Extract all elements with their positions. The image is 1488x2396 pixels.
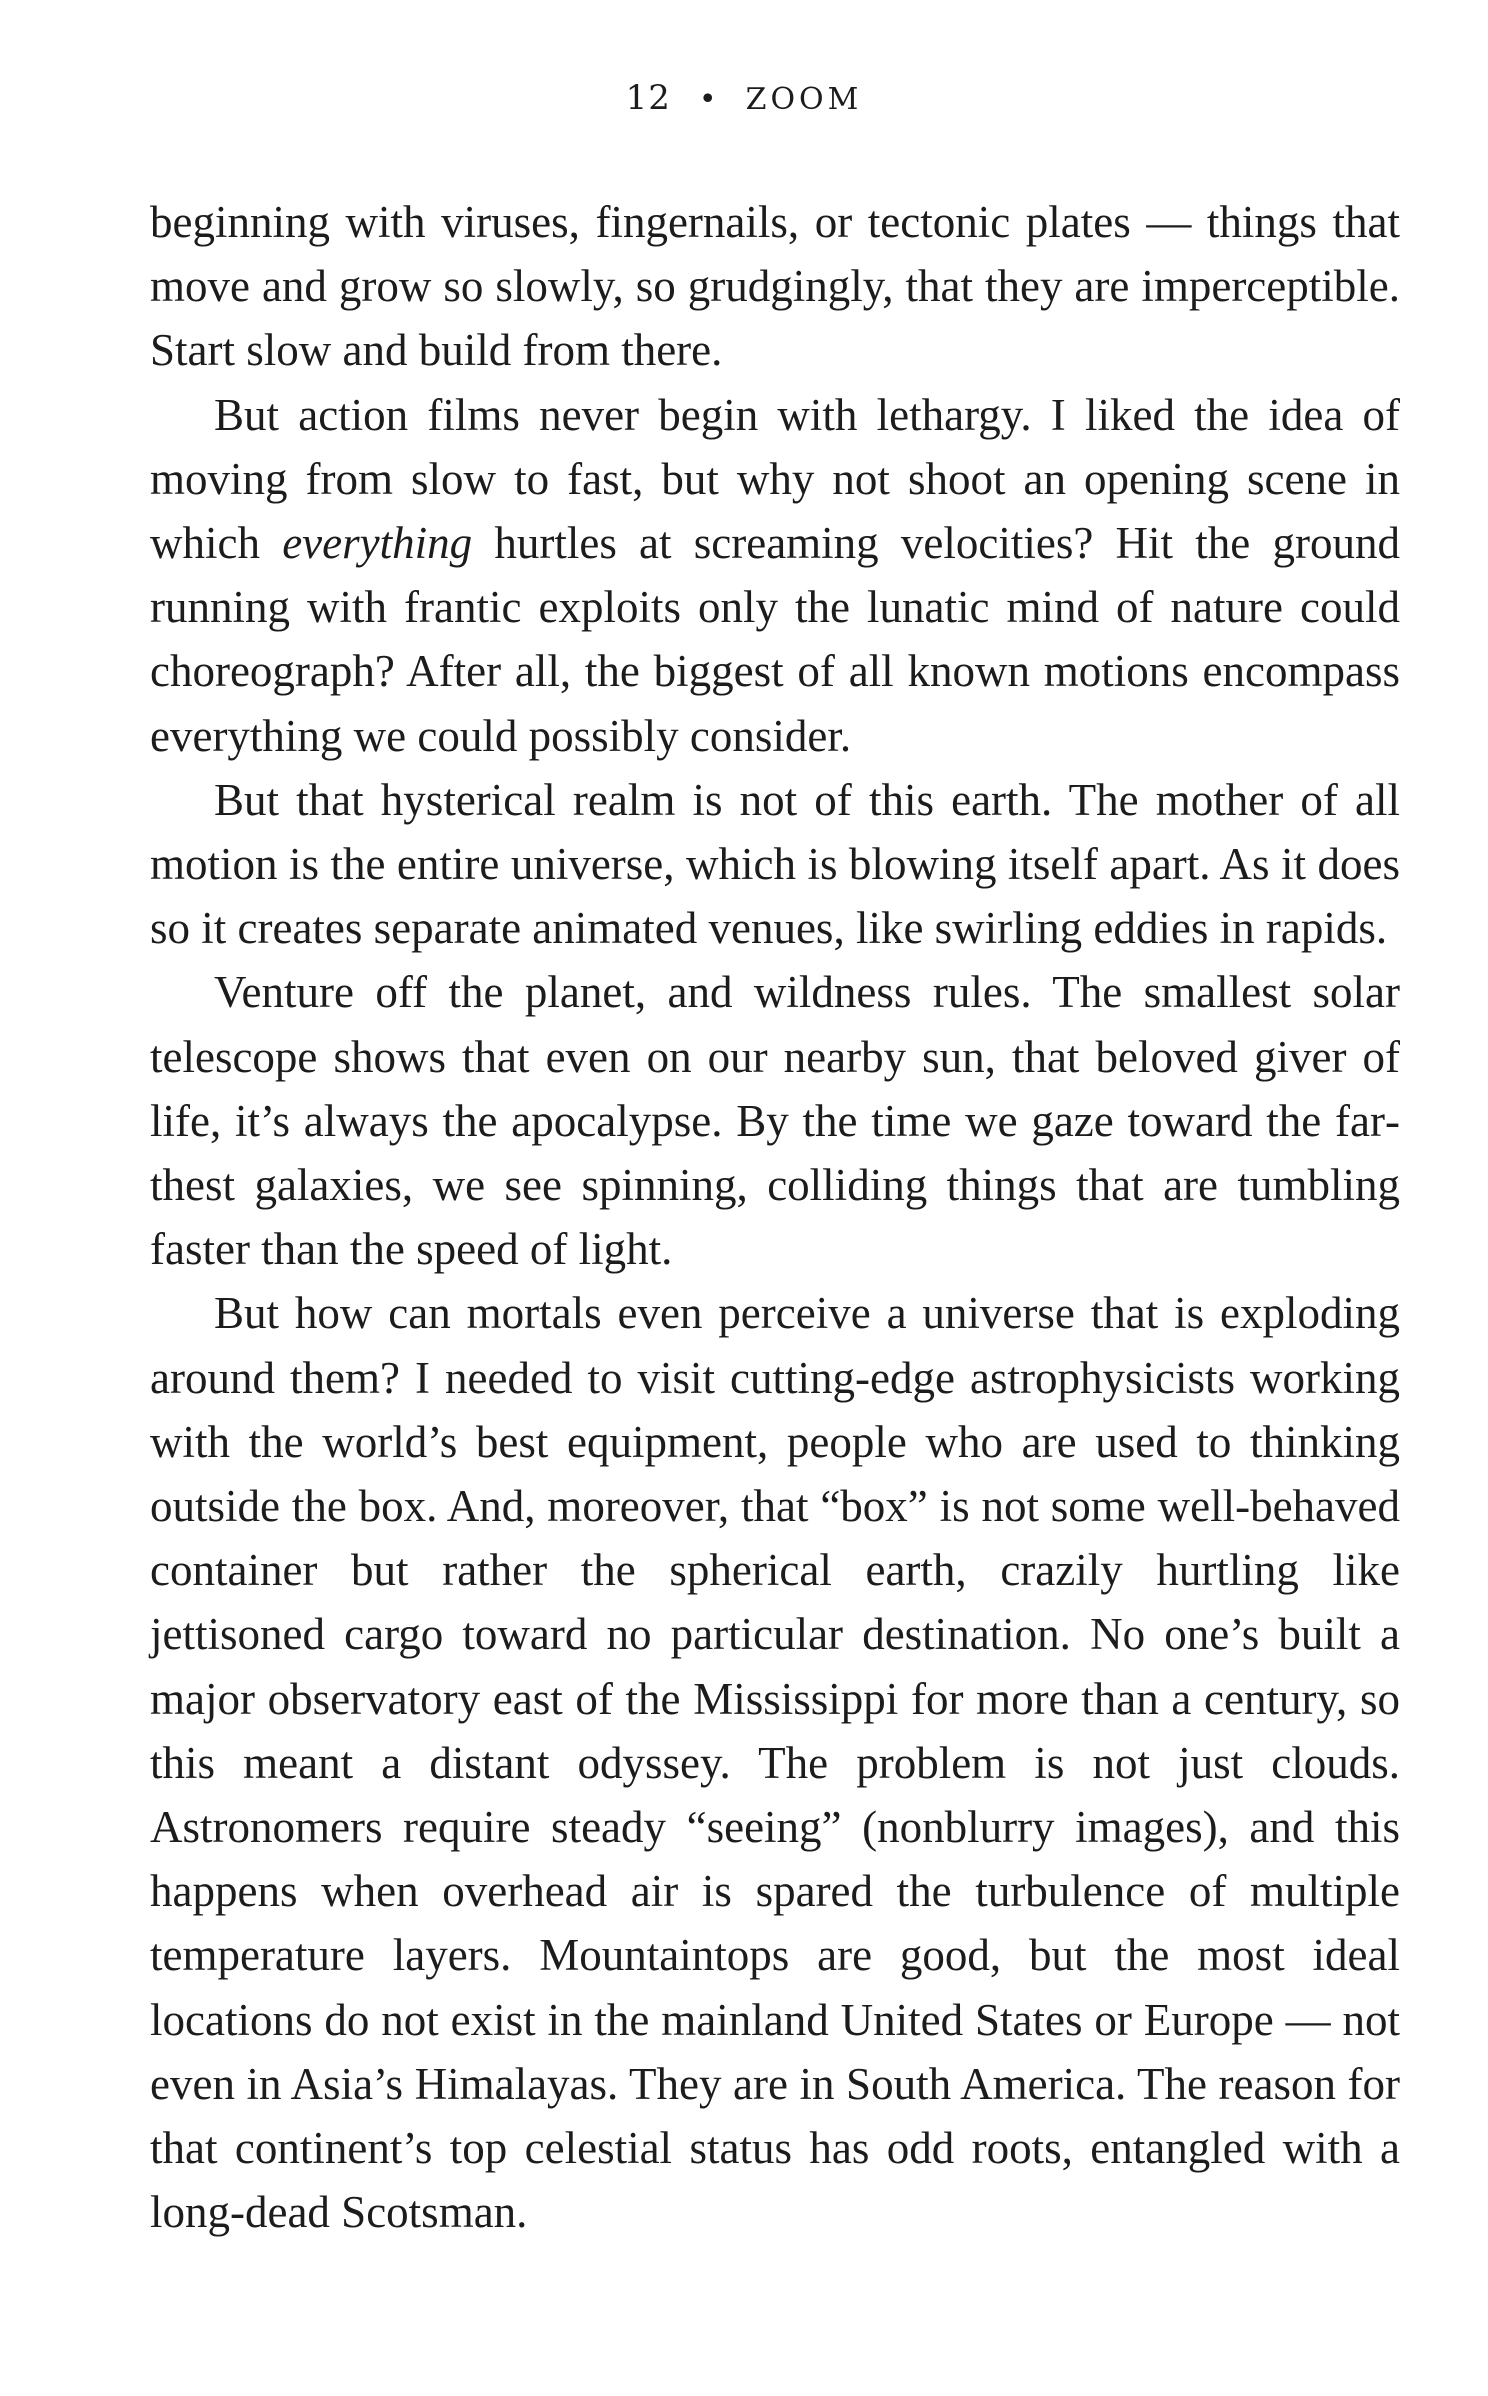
paragraph-2-start: But action films never begin with lethargy. I liked the idea of moving from slow to fast, but why not shoot an opening scene in which <box>150 389 1400 569</box>
page-number: 12 <box>625 78 671 118</box>
paragraph-4: Venture off the planet, and wildness rules. The smallest solar telescope shows that even on our nearby sun, that beloved giver of life, it’s always the apocalypse. By the time we gaze toward the farthest galaxies, we see spinning, colliding things that are tumbling faster than the speed of light. <box>150 967 1400 1275</box>
separator-bullet: • <box>698 82 718 117</box>
body-text <box>150 190 1400 2245</box>
running-head <box>0 78 1488 118</box>
paragraph-5: But how can mortals even perceive a universe that is exploding around them? I needed to visit cutting-edge astrophysicists working with the world’s best equipment, people who are used to thinking outside the box. And, moreover, that “box” is not some well-behaved container but rather the spherical earth, crazily hurtling like jettisoned cargo toward no particular destination. No one’s built a major observatory east of the Mississippi for more than a century, so this meant a distant odyssey. The problem is not just clouds. Astronomers require steady “seeing” (nonblurry images), and this happens when overhead air is spared the turbulence of multiple temperature layers. Mountaintops are good, but the most ideal locations do not exist in the mainland United States or Europe — not even in Asia’s Himalayas. They are in South America. The reason for that continent’s top celestial status has odd roots, entangled with a long-dead Scotsman. <box>150 1288 1400 2238</box>
paragraph-2 <box>150 383 1400 768</box>
paragraph-3: But that hysterical realm is not of this earth. The mother of all motion is the entire universe, which is blowing itself apart. As it does so it creates separate animated venues, like swirling eddies in rapids. <box>150 774 1400 954</box>
paragraph-2-end: hurtles at screaming velocities? Hit the ground running with frantic exploits only the lunatic mind of nature could choreograph? After all, the biggest of all known motions encompass everything we could possibly consider. <box>150 518 1400 761</box>
emphasized-word: everything <box>282 518 473 569</box>
paragraph-1: beginning with viruses, fingernails, or tectonic plates — things that move and grow so slowly, so grudgingly, that they are imperceptible. Start slow and build from there. <box>150 197 1400 376</box>
chapter-title: ZOOM <box>745 82 863 117</box>
